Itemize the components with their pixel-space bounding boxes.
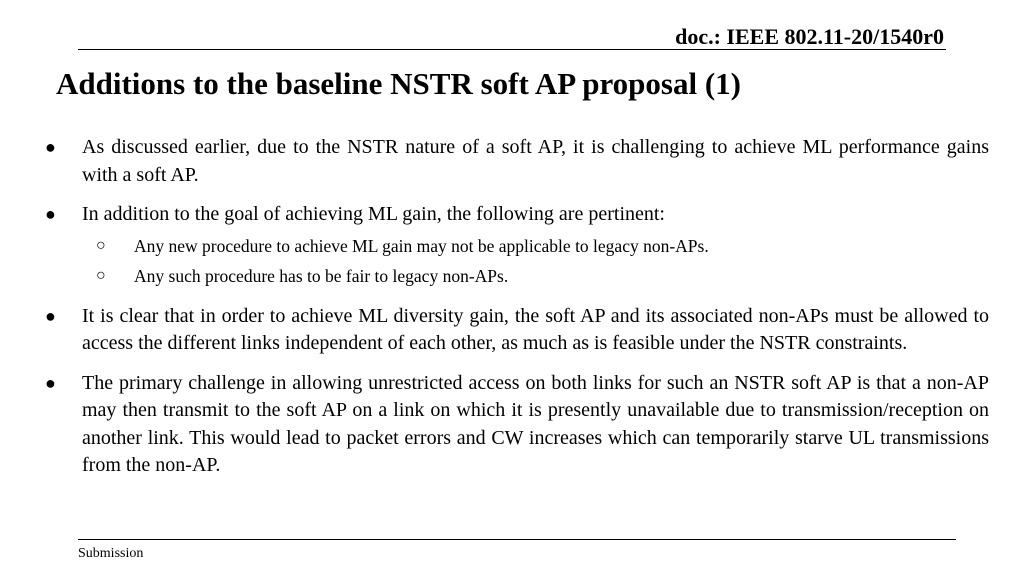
sub-bullet-marker: ○	[96, 236, 106, 254]
bullet-item	[45, 303, 989, 358]
bullet-marker: ●	[45, 204, 56, 224]
sub-bullet-list	[45, 231, 989, 291]
bullet-item	[45, 134, 989, 189]
sub-bullet-item	[96, 261, 989, 291]
sub-bullet-text: Any such procedure has to be fair to legacy non-APs.	[134, 265, 509, 286]
bullet-marker: ●	[45, 372, 56, 393]
document-id: doc.: IEEE 802.11-20/1540r0	[675, 24, 944, 49]
bullet-text: In addition to the goal of achieving ML gain, the following are pertinent:	[82, 203, 665, 225]
sub-bullet-marker: ○	[96, 266, 106, 284]
bullet-item	[45, 370, 989, 480]
footer-label: Submission	[78, 546, 144, 561]
bullet-item	[45, 201, 989, 229]
bullet-marker: ●	[45, 137, 56, 157]
bullet-text: As discussed earlier, due to the NSTR nature of a soft AP, it is challenging to achieve ML performance gains with a soft AP.	[82, 136, 989, 186]
slide-body	[45, 134, 989, 492]
header-divider	[78, 49, 946, 50]
sub-bullet-text: Any new procedure to achieve ML gain may not be applicable to legacy non-APs.	[134, 235, 709, 256]
bullet-text: It is clear that in order to achieve ML diversity gain, the soft AP and its associated non-APs must be allowed to access the different links independent of each other, as much as is feasible under the NSTR constraints.	[82, 304, 989, 354]
bullet-marker: ●	[45, 305, 56, 326]
bullet-text: The primary challenge in allowing unrestricted access on both links for such an NSTR soft AP is that a non-AP may then transmit to the soft AP on a link on which it is presently unavailable due to transmission/reception on another link. This would lead to packet errors and CW increases which can temporarily starve UL transmissions from the non-AP.	[82, 371, 989, 476]
slide-title: Additions to the baseline NSTR soft AP proposal (1)	[56, 66, 741, 101]
footer-divider	[78, 539, 956, 540]
sub-bullet-item	[96, 231, 989, 261]
